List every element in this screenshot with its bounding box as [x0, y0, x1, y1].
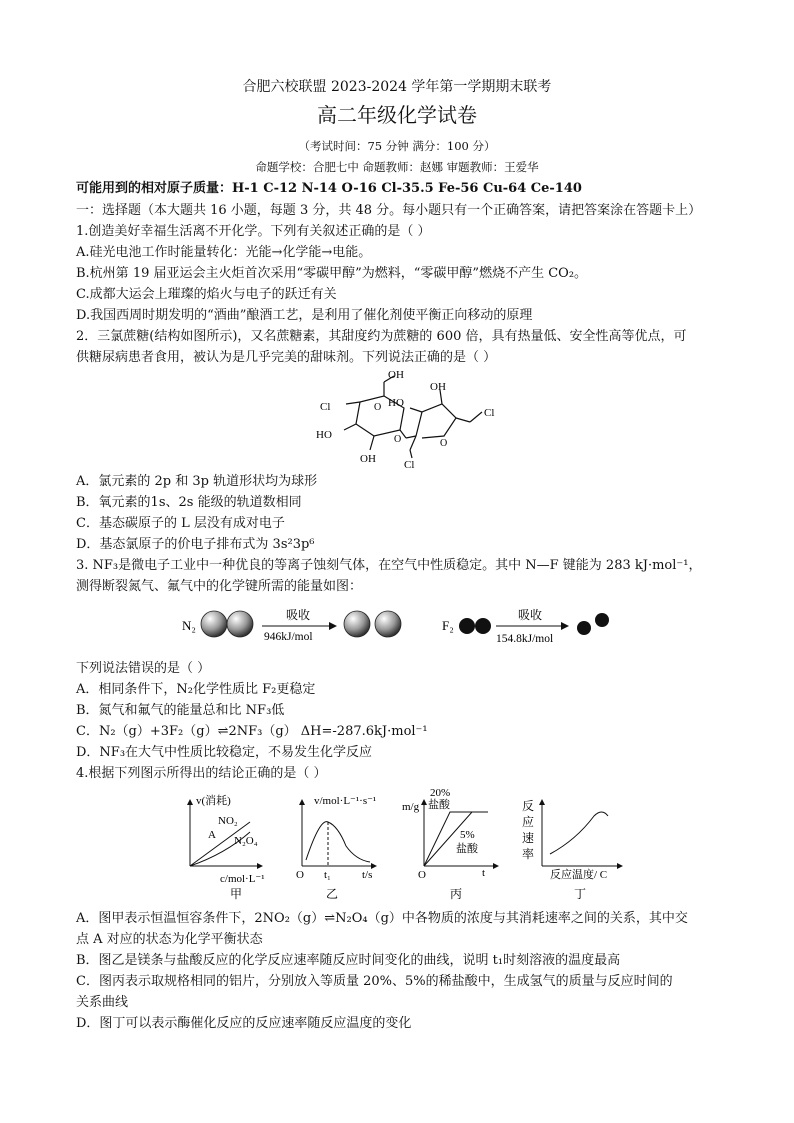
structure-label: OH	[430, 381, 446, 393]
ding-ylabel-2: 应	[522, 815, 535, 829]
yi-name: 乙	[326, 887, 339, 901]
q4-option-d: D．图丁可以表示酶催化反应的反应速率随反应温度的变化	[76, 1016, 412, 1031]
ding-ylabel-3: 速	[522, 831, 535, 845]
q4-graphs	[180, 782, 640, 904]
bing-5-acid: 盐酸	[456, 843, 478, 855]
n-atom	[227, 611, 253, 637]
bing-name: 丙	[450, 887, 463, 901]
yi-t1: t₁	[324, 869, 331, 881]
q2-option-a: A．氯元素的 2p 和 3p 轨道形状均为球形	[76, 474, 318, 489]
q4-option-c-line2: 关系曲线	[76, 995, 129, 1010]
q4-option-b: B．图乙是镁条与盐酸反应的化学反应速率随反应时间变化的曲线，说明 t₁时刻溶液的温度最高	[76, 953, 621, 968]
sucralose-structure	[312, 366, 522, 471]
f-atom	[595, 613, 609, 627]
q1-option-a: A.硅光电池工作时能量转化：光能→化学能→电能。	[76, 245, 372, 260]
q3-stem-line2: 测得断裂氮气、氟气中的化学键所需的能量如图：	[76, 579, 363, 594]
structure-label: HO	[388, 397, 404, 409]
jia-n2o4-label: N₂O₄	[234, 835, 258, 847]
q2-option-d: D．基态氯原子的价电子排布式为 3s²3p⁶	[76, 537, 315, 552]
ding-name: 丁	[574, 887, 587, 901]
graph-yi	[296, 795, 376, 901]
q4-option-c-line1: C．图丙表示取规格相同的铝片，分别放入等质量 20%、5%的稀盐酸中，生成氢气的质量与反应时间的	[76, 974, 673, 989]
bing-20-pct: 20%	[430, 787, 451, 799]
q4-stem: 4.根据下列图示所得出的结论正确的是（ ）	[76, 766, 327, 781]
structure-label: OH	[360, 453, 376, 465]
structure-label: HO	[316, 429, 332, 441]
q3-option-d: D．NF₃在大气中性质比较稳定，不易发生化学反应	[76, 745, 373, 760]
bing-5-pct: 5%	[460, 829, 475, 841]
n-atom	[201, 611, 227, 637]
q4-option-a-line1: A．图甲表示恒温恒容条件下，2NO₂（g）⇌N₂O₄（g）中各物质的浓度与其消耗速率之间的关系，其中交	[76, 911, 688, 926]
q2-stem-line2: 供糖尿病患者食用，被认为是几乎完美的甜味剂。下列说法正确的是（ ）	[76, 350, 497, 365]
structure-label: Cl	[404, 459, 415, 471]
structure-label: Cl	[320, 401, 331, 413]
q4-option-a-line2: 点 A 对应的状态为化学平衡状态	[76, 932, 263, 947]
section-heading: 一：选择题（本大题共 16 小题，每题 3 分，共 48 分。每小题只有一个正确答案，请把答案涂在答题卡上）	[76, 203, 702, 218]
graph-bing	[402, 787, 498, 901]
f2-label: F₂	[442, 618, 454, 633]
yi-origin: O	[296, 869, 304, 881]
jia-ylabel: v(消耗)	[196, 795, 231, 807]
jia-xlabel: c/mol·L⁻¹	[220, 873, 265, 885]
energy-label: 946kJ/mol	[264, 631, 313, 643]
q2-stem-line1: 2．三氯蔗糖(结构如图所示)，又名蔗糖素，其甜度约为蔗糖的 600 倍，具有热量低、安全性高等优点，可	[76, 329, 687, 344]
n-atom	[375, 611, 401, 637]
absorb-label: 吸收	[518, 608, 543, 622]
f-atom	[475, 618, 491, 634]
bing-t: t	[482, 867, 486, 879]
q2-option-c: C．基态碳原子的 L 层没有成对电子	[76, 516, 285, 531]
exam-info: （考试时间：75 分钟 满分：100 分）	[298, 139, 496, 153]
structure-label: O	[374, 402, 382, 413]
graph-ding	[522, 799, 622, 901]
jia-no2-label: NO₂	[218, 815, 238, 827]
q3-option-c: C．N₂（g）+3F₂（g）⇌2NF₃（g） ΔH=-287.6kJ·mol⁻¹	[76, 724, 428, 739]
absorb-label: 吸收	[286, 608, 311, 622]
energy-label: 154.8kJ/mol	[496, 633, 554, 645]
structure-label: O	[394, 434, 402, 445]
yi-xlabel: t/s	[362, 869, 373, 881]
page-title: 高二年级化学试卷	[317, 103, 477, 127]
jia-point-a: A	[208, 829, 216, 841]
q1-option-b: B.杭州第 19 届亚运会主火炬首次采用“零碳甲醇”为燃料，“零碳甲醇”燃烧不产生 CO₂。	[76, 266, 588, 281]
ding-ylabel-4: 率	[522, 847, 535, 861]
bing-20-acid: 盐酸	[428, 799, 450, 811]
n-atom	[344, 611, 370, 637]
q3-ask: 下列说法错误的是（ ）	[76, 661, 211, 676]
q3-option-a: A．相同条件下，N₂化学性质比 F₂更稳定	[76, 682, 316, 697]
bond-energy-figure	[170, 602, 620, 648]
graph-jia	[190, 793, 265, 901]
atomic-masses: 可能用到的相对原子质量：H-1 C-12 N-14 O-16 Cl-35.5 Fe-56 Cu-64 Ce-140	[76, 181, 582, 196]
exam-staff: 命题学校：合肥七中 命题教师：赵娜 审题教师：王爱华	[255, 160, 539, 174]
q2-option-b: B．氧元素的1s、2s 能级的轨道数相同	[76, 495, 302, 510]
n2-label: N₂	[182, 618, 196, 633]
structure-label: O	[440, 438, 448, 449]
yi-ylabel: v/mol·L⁻¹·s⁻¹	[314, 795, 377, 807]
header-line: 合肥六校联盟 2023-2024 学年第一学期期末联考	[242, 79, 552, 95]
f-atom	[577, 621, 591, 635]
bing-origin: O	[418, 869, 426, 881]
jia-name: 甲	[230, 887, 243, 901]
structure-label: OH	[388, 369, 404, 381]
q1-option-d: D.我国西周时期发明的“酒曲”酿酒工艺，是利用了催化剂使平衡正向移动的原理	[76, 308, 533, 323]
structure-label: Cl	[484, 407, 495, 419]
bing-ylabel: m/g	[402, 801, 420, 813]
q1-option-c: C.成都大运会上璀璨的焰火与电子的跃迁有关	[76, 287, 337, 302]
q1-stem: 1.创造美好幸福生活离不开化学。下列有关叙述正确的是（ ）	[76, 224, 431, 239]
f-atom	[459, 618, 475, 634]
q3-stem-line1: 3. NF₃是微电子工业中一种优良的等离子蚀刻气体，在空气中性质稳定。其中 N—F 键能为 283 kJ·mol⁻¹，	[76, 558, 702, 573]
q3-option-b: B．氮气和氟气的能量总和比 NF₃低	[76, 703, 285, 718]
ding-xlabel: 反应温度/ C	[550, 869, 608, 881]
ding-ylabel-1: 反	[522, 799, 535, 813]
